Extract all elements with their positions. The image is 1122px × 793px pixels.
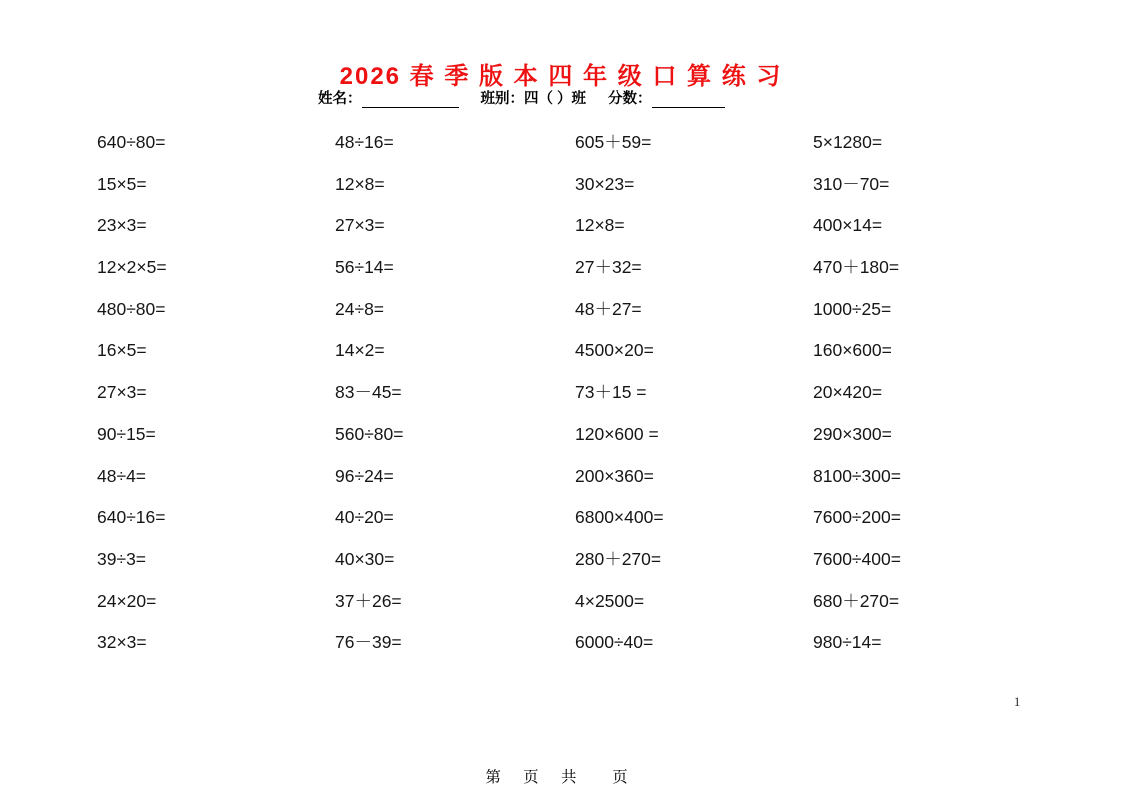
- name-label: 姓名：: [318, 91, 362, 107]
- problem-8-4: 290×300=: [813, 423, 892, 444]
- problem-10-3: 6800×400=: [575, 507, 664, 528]
- problem-6-3: 4500×20=: [575, 340, 654, 361]
- problem-9-3: 200×360=: [575, 465, 654, 486]
- problem-4-1: 12×2×5=: [97, 257, 167, 278]
- problem-8-3: 120×600 =: [575, 423, 659, 444]
- problem-7-3: 73＋15 =: [575, 382, 647, 403]
- name-blank-line: [362, 92, 459, 108]
- problem-3-1: 23×3=: [97, 215, 147, 236]
- problem-11-4: 7600÷400=: [813, 548, 901, 569]
- problem-13-2: 76－39=: [335, 632, 402, 653]
- problem-9-2: 96÷24=: [335, 465, 394, 486]
- problem-11-3: 280＋270=: [575, 548, 662, 569]
- page-number: 1: [1014, 695, 1021, 709]
- problem-10-2: 40÷20=: [335, 507, 394, 528]
- problem-12-1: 24×20=: [97, 590, 157, 611]
- page-title: 2026 春 季 版 本 四 年 级 口 算 练 习: [339, 63, 783, 90]
- problem-6-4: 160×600=: [813, 340, 892, 361]
- problem-13-1: 32×3=: [97, 632, 147, 653]
- problem-1-1: 640÷80=: [97, 132, 166, 152]
- problem-6-1: 16×5=: [97, 340, 147, 361]
- problem-7-2: 83－45=: [335, 382, 402, 403]
- problem-5-1: 480÷80=: [97, 298, 166, 319]
- score-label: 分数：: [608, 91, 652, 107]
- problem-13-4: 980÷14=: [813, 632, 882, 653]
- problem-13-3: 6000÷40=: [575, 632, 654, 653]
- problem-12-3: 4×2500=: [575, 590, 645, 611]
- problem-7-4: 20×420=: [813, 382, 883, 403]
- problems-grid: [97, 133, 1051, 675]
- problem-5-2: 24÷8=: [335, 298, 385, 319]
- problem-4-4: 470＋180=: [813, 257, 900, 278]
- problem-11-2: 40×30=: [335, 548, 395, 569]
- score-blank-line: [652, 92, 725, 108]
- problem-9-1: 48÷4=: [97, 465, 147, 486]
- header-info: [318, 89, 725, 108]
- problem-2-3: 30×23=: [575, 173, 635, 194]
- problem-11-1: 39÷3=: [97, 548, 147, 569]
- problem-8-2: 560÷80=: [335, 423, 404, 444]
- problem-2-2: 12×8=: [335, 173, 385, 194]
- problem-1-2: 48÷16=: [335, 132, 394, 152]
- problem-1-4: 5×1280=: [813, 132, 883, 152]
- problem-8-1: 90÷15=: [97, 423, 156, 444]
- problem-10-4: 7600÷200=: [813, 507, 901, 528]
- problem-12-4: 680＋270=: [813, 590, 900, 611]
- problem-3-3: 12×8=: [575, 215, 625, 236]
- problem-1-3: 605＋59=: [575, 132, 652, 152]
- problem-10-1: 640÷16=: [97, 507, 166, 528]
- problem-2-4: 310－70=: [813, 173, 890, 194]
- problem-6-2: 14×2=: [335, 340, 385, 361]
- problem-7-1: 27×3=: [97, 382, 147, 403]
- problem-3-4: 400×14=: [813, 215, 883, 236]
- class-label: 班别：四（ ）班: [480, 91, 587, 107]
- problem-2-1: 15×5=: [97, 173, 147, 194]
- problem-12-2: 37＋26=: [335, 590, 402, 611]
- problem-3-2: 27×3=: [335, 215, 385, 236]
- problem-9-4: 8100÷300=: [813, 465, 901, 486]
- footer-page-label: 第 页 共 页: [485, 769, 637, 786]
- problem-5-3: 48＋27=: [575, 298, 642, 319]
- problem-5-4: 1000÷25=: [813, 298, 892, 319]
- problem-4-3: 27＋32=: [575, 257, 642, 278]
- problem-4-2: 56÷14=: [335, 257, 394, 278]
